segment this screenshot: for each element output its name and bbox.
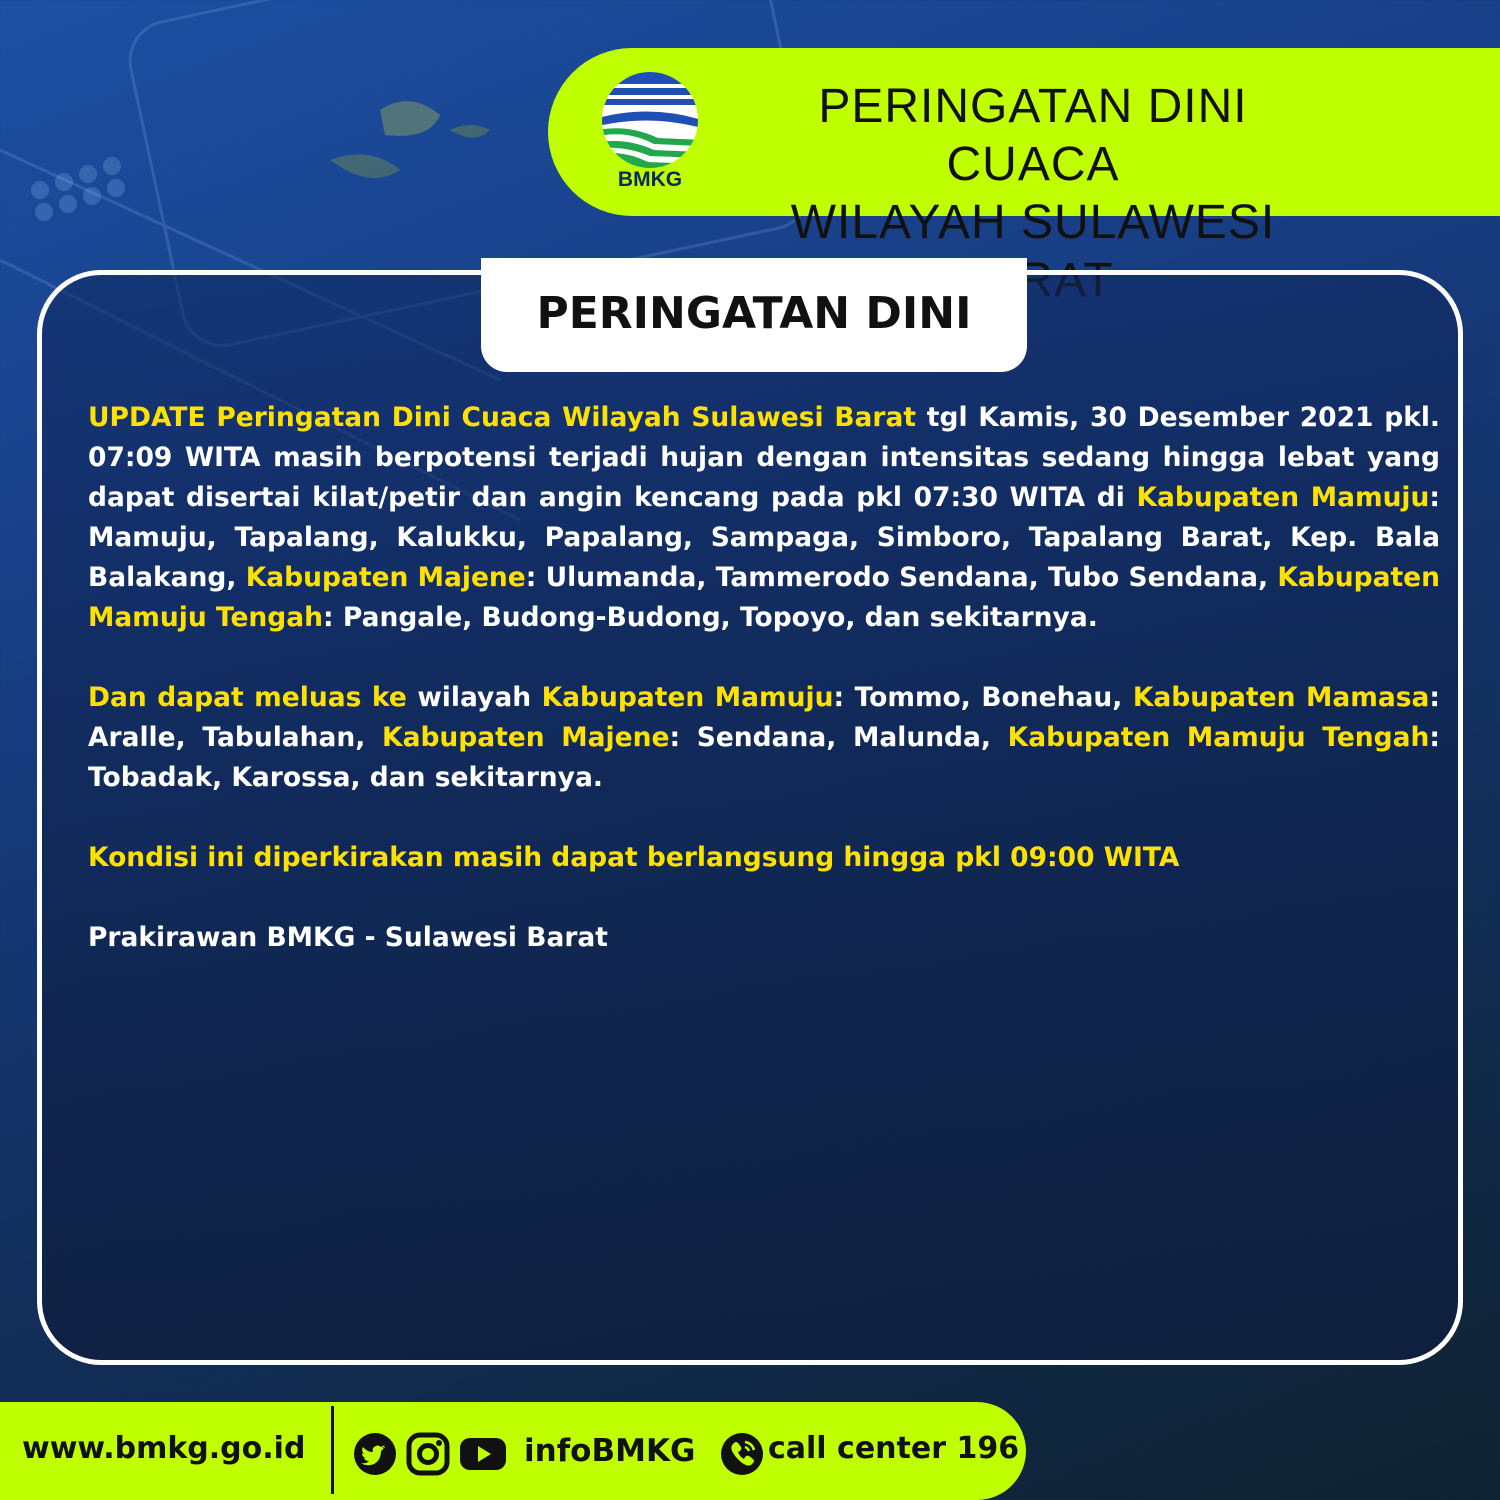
paragraph-expansion [88,678,1440,798]
footer-divider [331,1406,334,1494]
region-areas: : Sendana, Malunda, [669,722,1008,753]
twitter-icon[interactable] [353,1432,397,1476]
region-label: Kabupaten Mamuju Tengah [1007,722,1430,753]
region-areas: : Mamuju, Tapalang, Kalukku, Papalang, Sampaga, Simboro, Tapalang Barat, Kep. Bala Balakang, [88,482,1440,593]
region-areas: : Tommo, Bonehau, [833,682,1133,713]
bmkg-logo-icon [598,68,702,168]
region-areas: : Pangale, Budong-Budong, Topoyo, dan sekitarnya. [323,602,1098,633]
region-label: Kabupaten Majene [245,562,526,593]
paragraph-signature: Prakirawan BMKG - Sulawesi Barat [88,922,608,953]
header-banner [548,48,1500,249]
region-label: Kabupaten Mamasa [1132,682,1430,713]
update-text: tgl Kamis, 30 Desember 2021 pkl. 07:09 WITA masih berpotensi terjadi hujan dengan intensitas sedang hingga lebat yang dapat disertai kilat/petir dan angin kencang pada pkl 07:30 WITA di [88,402,1440,513]
title-line-1: PERINGATAN DINI CUACA [818,80,1248,191]
region-areas: : Ulumanda, Tammerodo Sendana, Tubo Sendana, [525,562,1278,593]
paragraph-duration: Kondisi ini diperkirakan masih dapat berlangsung hingga pkl 09:00 WITA [88,842,1180,873]
panel-tab-title: PERINGATAN DINI [481,258,1027,372]
bmkg-logo [598,68,702,196]
title-line-2: WILAYAH SULAWESI [790,196,1276,249]
region-areas: : Tobadak, Karossa, dan sekitarnya. [88,722,1441,793]
region-areas: : Aralle, Tabulahan, [88,682,1440,753]
call-center[interactable]: call center 196 [768,1431,1020,1466]
footer-bar [0,1402,1026,1500]
region-label: Kabupaten Majene [382,722,670,753]
region-label: Kabupaten Mamuju Tengah [88,562,1441,633]
region-label: Kabupaten Mamuju [1136,482,1430,513]
phone-icon[interactable] [720,1432,764,1476]
expansion-heading: Dan dapat meluas ke [88,682,407,713]
update-heading: UPDATE Peringatan Dini Cuaca Wilayah Sulawesi Barat [88,402,917,433]
bmkg-logo-text: BMKG [617,168,683,191]
warning-content [88,398,1440,998]
website-link[interactable]: www.bmkg.go.id [22,1431,306,1466]
paragraph-update [88,398,1440,638]
region-label: Kabupaten Mamuju [541,682,834,713]
youtube-icon[interactable] [459,1432,507,1476]
instagram-icon[interactable] [406,1432,450,1476]
social-handle[interactable]: infoBMKG [524,1433,696,1469]
expansion-text: wilayah [406,682,542,713]
